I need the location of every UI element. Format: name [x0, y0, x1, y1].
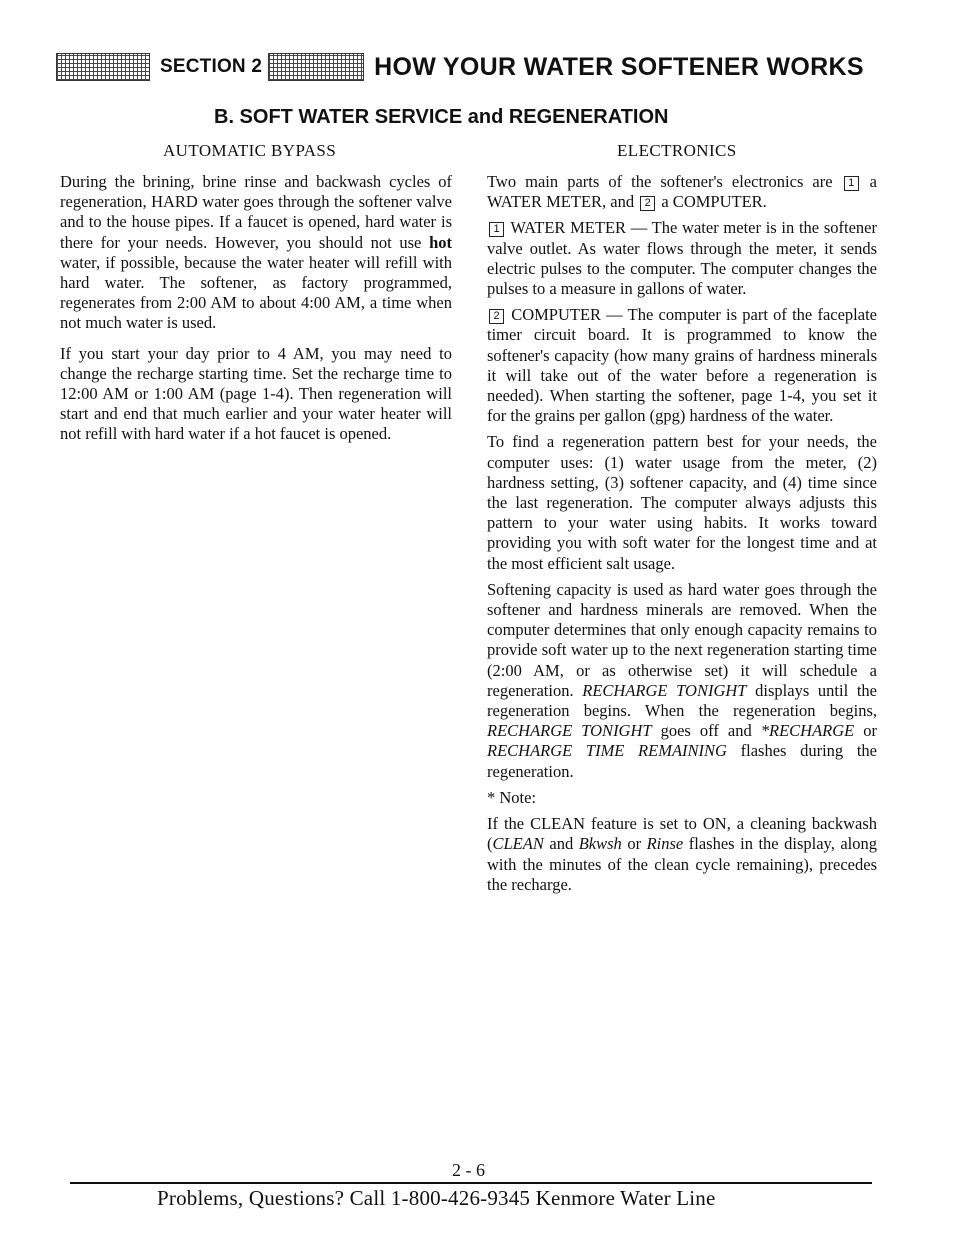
bypass-paragraph-2: If you start your day prior to 4 AM, you may need to change the recharge starting time. Set the recharge time to 12:00 AM or 1:00 AM (page 1-4). Then regeneration will start and end that much earlier and your water heater will not refill with hard water if a hot faucet is opened. — [60, 343, 452, 444]
electronics-intro: Two main parts of the softener's electronics are 1 a WATER METER, and 2 a COMPUTER. — [487, 172, 878, 212]
box-number-2: 2 — [640, 196, 655, 211]
note-label: * Note: — [487, 787, 537, 807]
box-number-1: 1 — [844, 176, 859, 191]
footer-help-line: Problems, Questions? Call 1-800-426-9345 Kenmore Water Line — [157, 1186, 716, 1210]
subsection-title: B. SOFT WATER SERVICE and REGENERATION — [214, 106, 669, 128]
page-title: HOW YOUR WATER SOFTENER WORKS — [374, 52, 864, 81]
right-column — [487, 140, 877, 901]
water-meter-paragraph: 1 WATER METER — The water meter is in the softener valve outlet. As water flows through the meter, it sends electric pulses to the computer. The computer changes the pulses to a measure in gallons of water. — [487, 218, 877, 299]
box-number-2: 2 — [489, 309, 504, 324]
section-label: SECTION 2 — [160, 56, 263, 77]
box-number-1: 1 — [489, 222, 504, 237]
left-column — [60, 140, 452, 455]
footer-divider — [70, 1182, 872, 1184]
regeneration-pattern-paragraph: To find a regeneration pattern best for your needs, the computer uses: (1) water usage from the meter, (2) hardness setting, (3) softener capacity, and (4) time since the last regeneration. The computer always adjusts this pattern to your water using habits. It works toward providing you with soft water for the longest time and at the most efficient salt usage. — [487, 432, 877, 573]
note-paragraph: If the CLEAN feature is set to ON, a cleaning backwash (CLEAN and Bkwsh or Rinse flashes in the display, along with the minutes of the clean cycle remaining), precedes the recharge. — [487, 814, 878, 894]
automatic-bypass-heading: AUTOMATIC BYPASS — [163, 141, 337, 160]
section-header — [56, 50, 886, 84]
page-number: 2 - 6 — [452, 1160, 485, 1180]
softening-capacity-paragraph: Softening capacity is used as hard water goes through the softener and hardness minerals are removed. When the computer determines that only enough capacity remains to provide soft water up to the next regeneration starting time (2:00 AM, or as otherwise set) it will schedule a regeneration. RECHARGE TONIGHT displays until the regeneration begins. When the regeneration begins, RECHARGE TONIGHT goes off and *RECHARGE or RECHARGE TIME REMAINING flashes during the regeneration. — [487, 579, 878, 781]
computer-paragraph: 2 COMPUTER — The computer is part of the faceplate timer circuit board. It is programmed to know the softener's capacity (how many grains of hardness minerals it will take out of the water before a regeneration is needed). When starting the softener, page 1-4, you set it for the grains per gallon (gpg) hardness of the water. — [487, 305, 877, 426]
electronics-heading: ELECTRONICS — [617, 141, 737, 160]
bypass-paragraph-1: During the brining, brine rinse and backwash cycles of regeneration, HARD water goes through the softener valve and to the house pipes. If a faucet is opened, hard water is there for your needs. However, you should not use hot water, if possible, because the water heater will refill with hard water. The softener, as factory programmed, regenerates from 2:00 AM to about 4:00 AM, a time when not much water is used. — [60, 172, 452, 333]
header-pattern-right — [268, 53, 364, 81]
header-pattern-left — [56, 53, 150, 81]
